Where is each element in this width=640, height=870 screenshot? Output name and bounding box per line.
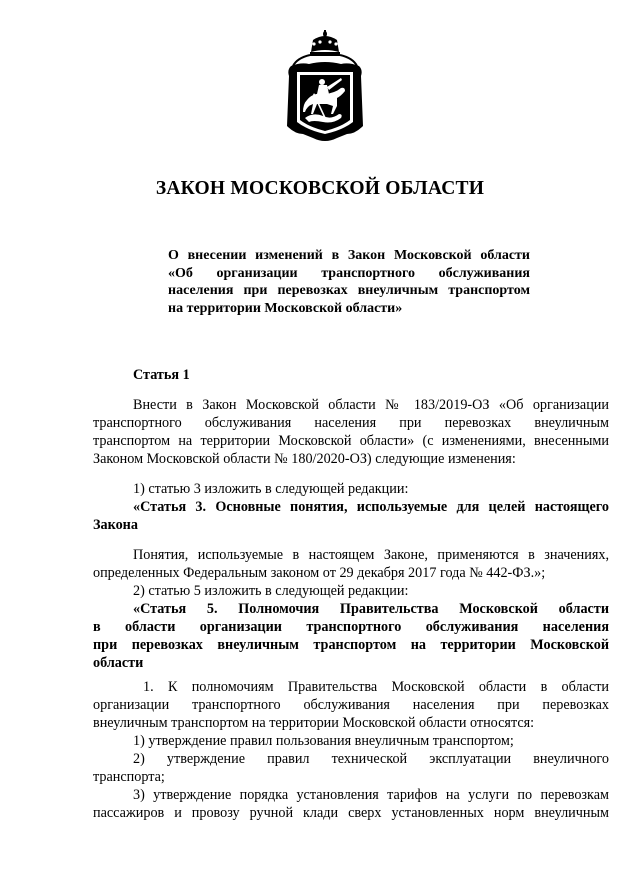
list-item: 1) статью 3 изложить в следующей редакции:	[133, 481, 409, 497]
document-title: ЗАКОН МОСКОВСКОЙ ОБЛАСТИ	[155, 178, 485, 199]
article5-heading-line: «Статья 5. Полномочия Правительства Московской области	[133, 601, 609, 617]
law-subject	[168, 247, 530, 317]
article-heading-text: Статья 1	[133, 367, 190, 383]
paragraph-line: транспортного обслуживания населения при перевозках внеуличным	[93, 415, 609, 431]
subitem-1: 1) утверждение правил пользования внеуличным транспортом;	[133, 733, 514, 749]
paragraph-line: Понятия, используемые в настоящем Законе, применяются в значениях,	[133, 547, 609, 563]
subitem-3-line: пассажиров и провозу ручной клади сверх установленных норм внеуличным	[93, 805, 609, 821]
subitem-3-line: 3) утверждение порядка установления тарифов на услуги по перевозкам	[133, 787, 609, 803]
paragraph-line: 1. К полномочиям Правительства Московской области в области	[143, 679, 609, 695]
article5-heading-line: области	[93, 655, 144, 671]
paragraph-line: транспортом на территории Московской области» (с изменениями, внесенными	[93, 433, 609, 449]
article3-text	[93, 546, 609, 672]
paragraph-line: организации транспортного обслуживания населения при перевозках	[93, 697, 609, 713]
list-item: 2) статью 5 изложить в следующей редакции:	[133, 583, 409, 599]
coat-of-arms-emblem	[283, 30, 367, 148]
article5-heading-line: в области организации транспортного обслуживания населения	[93, 619, 609, 635]
paragraph-line: Законом Московской области № 180/2020-ОЗ) следующие изменения:	[93, 451, 516, 467]
intro-paragraph	[93, 396, 609, 468]
subject-line: «Об организации транспортного обслуживания	[168, 265, 530, 281]
article5-paragraph-1	[93, 678, 609, 822]
subject-line: О внесении изменений в Закон Московской области	[168, 248, 530, 263]
article3-heading-line: «Статья 3. Основные понятия, используемые для целей настоящего	[133, 499, 609, 515]
subject-line: населения при перевозках внеуличным транспортом	[168, 283, 530, 298]
subitem-2-line: 2) утверждение правил технической эксплуатации внеуличного	[133, 751, 609, 767]
item-1	[93, 480, 609, 534]
paragraph-line: внеуличным транспортом на территории Московской области относятся:	[93, 715, 535, 731]
article5-heading-line: при перевозках внеуличным транспортом на территории Московской	[93, 637, 609, 653]
paragraph-line: определенных Федеральным законом от 29 декабря 2017 года № 442-ФЗ.»;	[93, 565, 546, 581]
paragraph-line: Внести в Закон Московской области № 183/2019-ОЗ «Об организации	[133, 397, 609, 413]
subitem-2-line: транспорта;	[93, 769, 165, 785]
article3-heading-line: Закона	[93, 517, 138, 533]
article-heading	[93, 366, 609, 384]
subject-line: на территории Московской области»	[168, 300, 403, 316]
